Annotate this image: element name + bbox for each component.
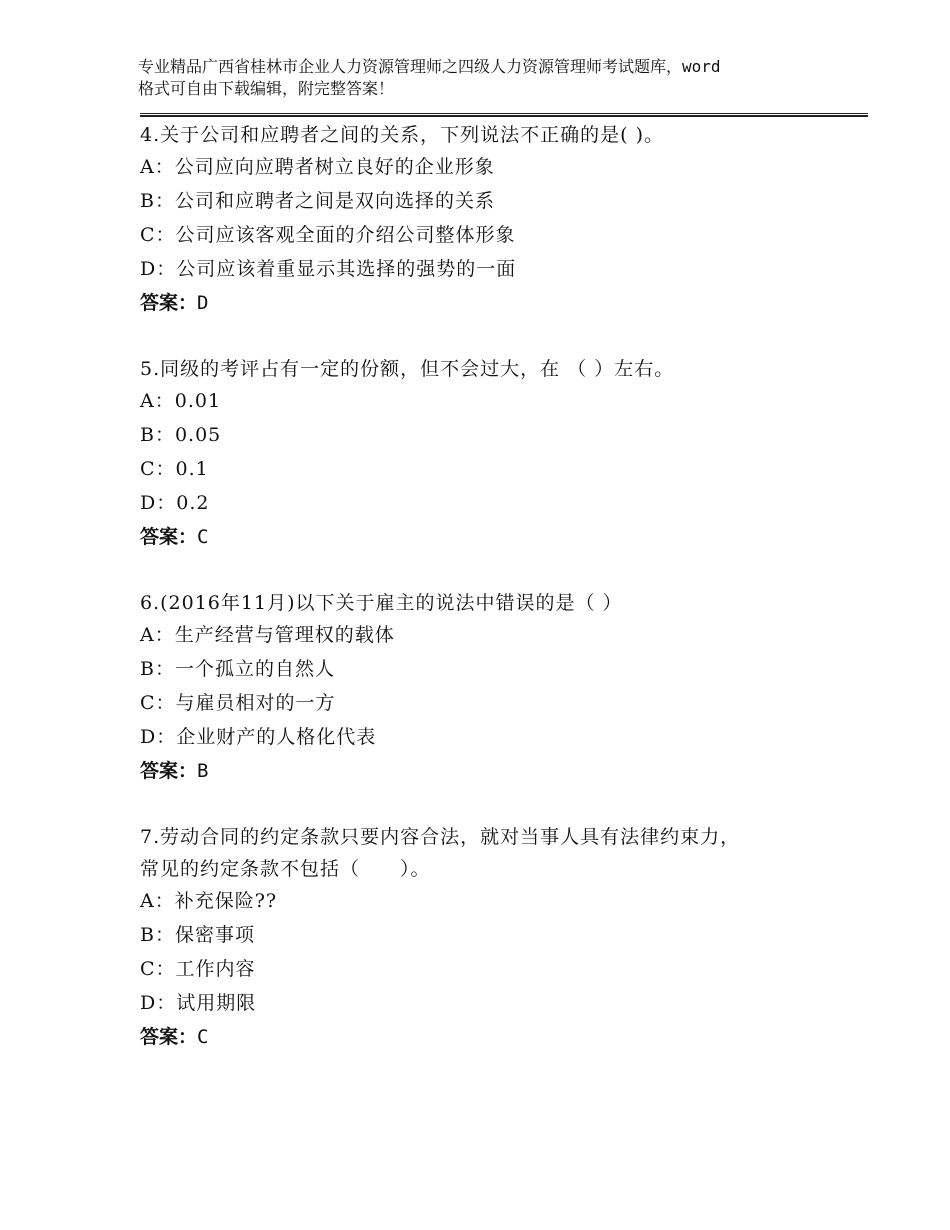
option-key: C： xyxy=(140,692,176,714)
option-key: C： xyxy=(140,458,176,480)
answer-label: 答案： xyxy=(140,526,198,548)
option-text: 公司应该客观全面的介绍公司整体形象 xyxy=(175,224,516,246)
option-c xyxy=(140,686,870,720)
option-text: 0.01 xyxy=(174,390,222,412)
answer xyxy=(140,520,870,554)
option-key: C： xyxy=(140,958,176,980)
document-page xyxy=(140,56,870,1054)
option-key: A： xyxy=(140,390,175,412)
answer xyxy=(140,754,870,788)
option-key: D： xyxy=(140,492,177,514)
option-c xyxy=(140,452,870,486)
option-a xyxy=(140,150,870,184)
option-a xyxy=(140,618,870,652)
question-5 xyxy=(140,354,870,554)
option-key: B： xyxy=(140,658,175,680)
question-stem: 6.(2016年11月)以下关于雇主的说法中错误的是（ ） xyxy=(140,592,623,614)
option-a xyxy=(140,384,870,418)
option-key: B： xyxy=(140,424,175,446)
option-text: 公司应向应聘者树立良好的企业形象 xyxy=(174,156,495,178)
answer xyxy=(140,1020,870,1054)
option-text: 公司应该着重显示其选择的强势的一面 xyxy=(176,258,517,280)
answer-label: 答案： xyxy=(140,292,198,314)
question-stem: 5.同级的考评占有一定的份额，但不会过大，在 （ ）左右。 xyxy=(140,358,675,380)
option-text: 公司和应聘者之间是双向选择的关系 xyxy=(174,190,495,212)
question-4 xyxy=(140,120,870,320)
option-text: 试用期限 xyxy=(176,992,257,1014)
question-stem-line-2: 常见的约定条款不包括（ ）。 xyxy=(140,858,431,880)
answer-value: C xyxy=(197,526,209,548)
question-stem-line-1: 7.劳动合同的约定条款只要内容合法，就对当事人具有法律约束力， xyxy=(140,826,741,848)
option-key: C： xyxy=(140,224,176,246)
question-stem: 4.关于公司和应聘者之间的关系，下列说法不正确的是( )。 xyxy=(140,124,664,146)
header-line-1: 专业精品广西省桂林市企业人力资源管理师之四级人力资源管理师考试题库，word xyxy=(138,57,721,76)
answer-label: 答案： xyxy=(140,1026,198,1048)
option-d xyxy=(140,986,870,1020)
option-key: D： xyxy=(140,992,177,1014)
option-text: 一个孤立的自然人 xyxy=(174,658,335,680)
option-text: 生产经营与管理权的载体 xyxy=(174,624,395,646)
document-header xyxy=(138,56,870,100)
option-b xyxy=(140,918,870,952)
answer-value: C xyxy=(197,1026,209,1048)
option-text: 0.1 xyxy=(175,458,209,480)
option-b xyxy=(140,652,870,686)
option-text: 补充保险?? xyxy=(174,890,278,912)
answer-label: 答案： xyxy=(140,760,198,782)
option-c xyxy=(140,952,870,986)
option-text: 工作内容 xyxy=(175,958,256,980)
header-line-2: 格式可自由下载编辑，附完整答案！ xyxy=(138,79,395,98)
option-text: 与雇员相对的一方 xyxy=(175,692,336,714)
option-text: 保密事项 xyxy=(174,924,255,946)
option-d xyxy=(140,486,870,520)
option-key: D： xyxy=(140,726,177,748)
option-d xyxy=(140,720,870,754)
option-text: 企业财产的人格化代表 xyxy=(176,726,377,748)
option-key: A： xyxy=(140,890,175,912)
question-7 xyxy=(140,822,870,1054)
option-b xyxy=(140,418,870,452)
option-key: A： xyxy=(140,624,175,646)
option-a xyxy=(140,884,870,918)
option-key: A： xyxy=(140,156,175,178)
option-key: B： xyxy=(140,190,175,212)
option-key: B： xyxy=(140,924,175,946)
question-6 xyxy=(140,588,870,788)
option-text: 0.05 xyxy=(174,424,222,446)
answer-value: B xyxy=(197,760,209,782)
answer-value: D xyxy=(197,292,209,314)
option-key: D： xyxy=(140,258,177,280)
option-c xyxy=(140,218,870,252)
answer xyxy=(140,286,870,320)
option-d xyxy=(140,252,870,286)
option-b xyxy=(140,184,870,218)
option-text: 0.2 xyxy=(176,492,210,514)
header-divider xyxy=(140,113,868,117)
